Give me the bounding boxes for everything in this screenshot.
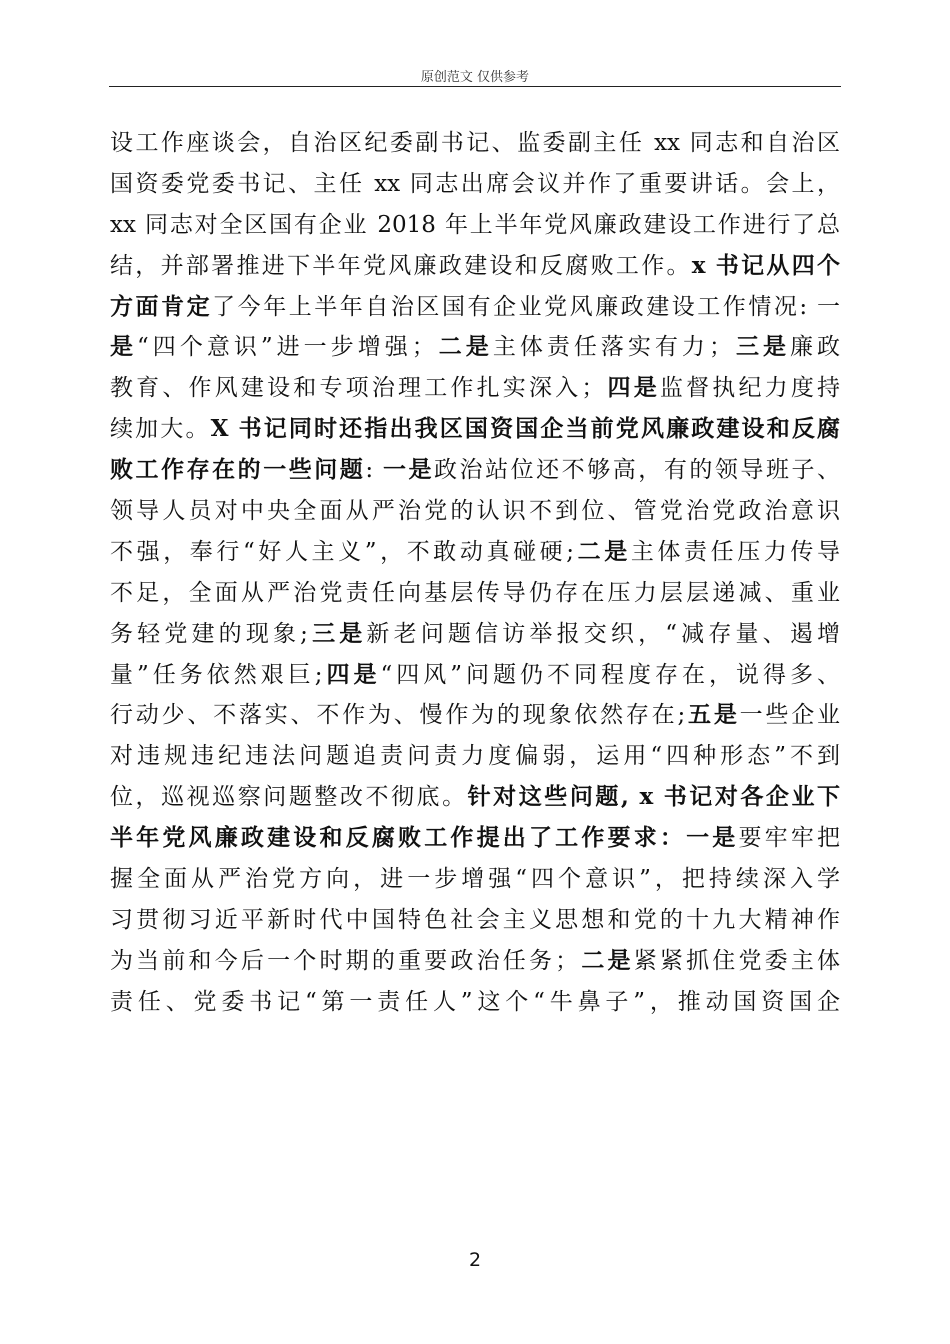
text-segment: “四风”问题仍不同程度存在，说得多、 bbox=[380, 661, 840, 688]
bold-text-segment: 一是 bbox=[382, 456, 435, 484]
text-line bbox=[110, 532, 840, 573]
bold-text-segment: x 书记从四个 bbox=[691, 251, 840, 279]
text-segment: 廉政 bbox=[790, 334, 840, 361]
text-line bbox=[110, 450, 840, 491]
bold-text-segment: 四是 bbox=[604, 374, 660, 402]
bold-text-segment: 二是 bbox=[434, 333, 493, 361]
bold-text-segment: 一是 bbox=[686, 824, 739, 852]
bold-text-segment: X 书记同时还指出我区国资国企当前党风廉政建设和反腐 bbox=[210, 415, 840, 443]
text-segment: 设工作座谈会，自治区纪委副书记、监委副主任 xx 同志和自治区 bbox=[110, 130, 840, 156]
text-segment: 结，并部署推进下半年党风廉政建设和反腐败工作。 bbox=[110, 252, 692, 279]
text-segment: 量”任务依然艰巨; bbox=[110, 661, 323, 688]
text-segment: 不强，奉行“好人主义”，不敢动真碰硬; bbox=[110, 538, 575, 565]
text-line bbox=[110, 777, 840, 818]
text-segment: 了今年上半年自治区国有企业党风廉政建设工作情况: 一 bbox=[212, 293, 840, 320]
text-line bbox=[110, 573, 840, 614]
text-line bbox=[110, 123, 840, 164]
bold-text-segment: 是 bbox=[110, 333, 138, 361]
bold-text-segment: 半年党风廉政建设和反腐败工作提出了工作要求： bbox=[110, 824, 687, 852]
bold-text-segment: 三是 bbox=[307, 619, 367, 647]
page-number: 2 bbox=[468, 1249, 482, 1271]
text-line bbox=[110, 982, 840, 1023]
text-segment: 监督执纪力度持 bbox=[659, 375, 840, 402]
text-segment: 主体责任落实有力； bbox=[492, 334, 732, 361]
text-segment: xx 同志对全区国有企业 2018 年上半年党风廉政建设工作进行了总 bbox=[110, 211, 840, 238]
text-segment: 务轻党建的现象; bbox=[110, 620, 308, 647]
text-line bbox=[110, 246, 840, 287]
text-segment: 领导人员对中央全面从严治党的认识不到位、管党治党政治意识 bbox=[110, 498, 840, 525]
text-segment: 为当前和今后一个时期的重要政治任务； bbox=[110, 947, 579, 974]
text-segment: 教育、作风建设和专项治理工作扎实深入； bbox=[110, 375, 605, 402]
header-divider bbox=[109, 86, 841, 87]
text-segment: 位，巡视巡察问题整改不彻底。 bbox=[110, 784, 468, 811]
text-line bbox=[110, 941, 840, 982]
text-line bbox=[110, 205, 840, 246]
text-line bbox=[110, 900, 840, 941]
bold-text-segment: 四是 bbox=[322, 660, 381, 688]
page-header: 原创范文 仅供参考 bbox=[420, 70, 530, 85]
text-segment: 主体责任压力传导 bbox=[630, 538, 840, 565]
text-line bbox=[110, 818, 840, 859]
bold-text-segment: 针对这些问题, x 书记对各企业下 bbox=[467, 783, 840, 811]
text-line bbox=[110, 695, 840, 736]
text-segment: 国资委党委书记、主任 xx 同志出席会议并作了重要讲话。会上， bbox=[110, 170, 840, 197]
text-line bbox=[110, 736, 840, 777]
text-segment: 一些企业 bbox=[739, 702, 840, 729]
bold-text-segment: 二是 bbox=[578, 946, 634, 974]
body-text bbox=[110, 123, 840, 1023]
text-segment: : bbox=[365, 457, 383, 484]
bold-text-segment: 五是 bbox=[685, 701, 740, 729]
text-segment: 不足，全面从严治党责任向基层传导仍存在压力层层递减、重业 bbox=[110, 579, 840, 606]
text-line bbox=[110, 368, 840, 409]
text-segment: 政治站位还不够高，有的领导班子、 bbox=[434, 457, 840, 484]
bold-text-segment: 二是 bbox=[574, 537, 631, 565]
text-line bbox=[110, 327, 840, 368]
text-line bbox=[110, 164, 840, 205]
text-line bbox=[110, 287, 840, 328]
text-line bbox=[110, 409, 840, 450]
text-segment: 紧紧抓住党委主体 bbox=[633, 947, 840, 974]
text-segment: 新老问题信访举报交织，“减存量、遏增 bbox=[366, 620, 840, 647]
text-segment: 责任、党委书记“第一责任人”这个“牛鼻子”，推动国资国企 bbox=[110, 988, 840, 1015]
text-segment: 握全面从严治党方向，进一步增强“四个意识”，把持续深入学 bbox=[110, 866, 840, 893]
bold-text-segment: 败工作存在的一些问题 bbox=[110, 456, 366, 484]
text-line bbox=[110, 655, 840, 696]
text-segment: 习贯彻习近平新时代中国特色社会主义思想和党的十九大精神作 bbox=[110, 906, 840, 933]
text-segment: 对违规违纪违法问题追责问责力度偏弱，运用“四种形态”不到 bbox=[110, 743, 840, 770]
bold-text-segment: 三是 bbox=[731, 333, 791, 361]
bold-text-segment: 方面肯定 bbox=[110, 292, 213, 320]
text-segment: 续加大。 bbox=[110, 416, 211, 443]
text-segment: 要牢牢把 bbox=[738, 825, 840, 852]
text-line bbox=[110, 491, 840, 532]
text-segment: 行动少、不落实、不作为、慢作为的现象依然存在; bbox=[110, 702, 686, 729]
text-line bbox=[110, 614, 840, 655]
text-segment: “四个意识”进一步增强； bbox=[137, 334, 435, 361]
text-line bbox=[110, 859, 840, 900]
